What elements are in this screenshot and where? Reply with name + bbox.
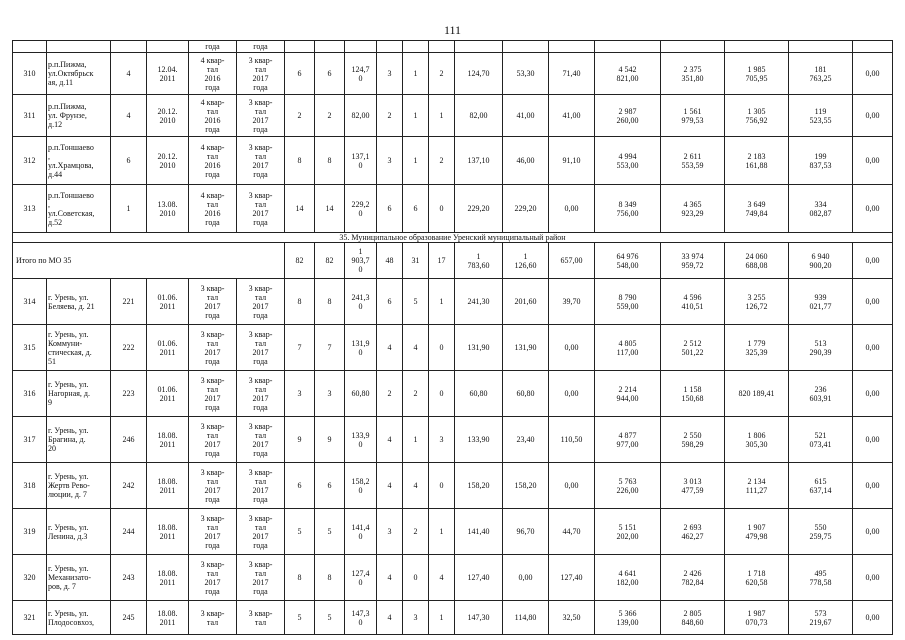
- area-total: 229,20: [455, 185, 503, 233]
- sum-b: 820 189,41: [725, 371, 789, 417]
- fragment-cell: [661, 41, 725, 53]
- balance: 0,00: [853, 95, 893, 137]
- area-y: 110,50: [549, 417, 595, 463]
- fragment-cell: [377, 41, 403, 53]
- count-a: 8: [285, 555, 315, 601]
- flats-y: 4: [429, 555, 455, 601]
- count-a: 2: [285, 95, 315, 137]
- area: 229,2 0: [345, 185, 377, 233]
- count-b: 5: [315, 601, 345, 635]
- flats-y: 1: [429, 279, 455, 325]
- sum-c: 199 837,53: [789, 137, 853, 185]
- flats-total: 2: [377, 95, 403, 137]
- period-start: 4 квар- тал 2016 года: [189, 95, 237, 137]
- count-a: 7: [285, 325, 315, 371]
- period-start: 3 квар- тал 2017 года: [189, 555, 237, 601]
- date: 18.08. 2011: [147, 601, 189, 635]
- area: 241,3 0: [345, 279, 377, 325]
- count-a: 14: [285, 185, 315, 233]
- area-x: 158,20: [503, 463, 549, 509]
- balance: 0,00: [853, 137, 893, 185]
- area-y: 32,50: [549, 601, 595, 635]
- count-b: 6: [315, 53, 345, 95]
- sum-total: 2 214 944,00: [595, 371, 661, 417]
- total-s4: 6 940 900,20: [789, 243, 853, 279]
- count-a: 8: [285, 279, 315, 325]
- building-code: 4: [111, 95, 147, 137]
- area-total: 141,40: [455, 509, 503, 555]
- flats-x: 3: [403, 601, 429, 635]
- address: г. Урень, ул. Ленина, д.3: [47, 509, 111, 555]
- flats-total: 4: [377, 417, 403, 463]
- fragment-cell: [549, 41, 595, 53]
- balance: 0,00: [853, 601, 893, 635]
- row-number: 310: [13, 53, 47, 95]
- area-x: 46,00: [503, 137, 549, 185]
- period-start: 3 квар- тал 2017 года: [189, 463, 237, 509]
- count-b: 3: [315, 371, 345, 417]
- flats-total: 4: [377, 463, 403, 509]
- period-end: 3 квар- тал 2017 года: [237, 95, 285, 137]
- flats-x: 0: [403, 555, 429, 601]
- sum-a: 1 158 150,68: [661, 371, 725, 417]
- area-total: 147,30: [455, 601, 503, 635]
- area-total: 124,70: [455, 53, 503, 95]
- sum-c: 573 219,67: [789, 601, 853, 635]
- sum-c: 550 259,75: [789, 509, 853, 555]
- area-x: 23,40: [503, 417, 549, 463]
- sum-b: 1 718 620,58: [725, 555, 789, 601]
- building-code: 223: [111, 371, 147, 417]
- total-label: Итого по МО 35: [13, 243, 285, 279]
- building-code: 243: [111, 555, 147, 601]
- table-row: [13, 555, 893, 601]
- building-code: 1: [111, 185, 147, 233]
- sum-total: 4 542 821,00: [595, 53, 661, 95]
- address: г. Урень, ул. Жертв Рево- люции, д. 7: [47, 463, 111, 509]
- fragment-cell: [47, 41, 111, 53]
- area-y: 0,00: [549, 185, 595, 233]
- sum-total: 2 987 260,00: [595, 95, 661, 137]
- period-start: 3 квар- тал 2017 года: [189, 325, 237, 371]
- period-end: 3 квар- тал 2017 года: [237, 279, 285, 325]
- count-b: 2: [315, 95, 345, 137]
- area: 124,7 0: [345, 53, 377, 95]
- table-row: [13, 137, 893, 185]
- row-number: 311: [13, 95, 47, 137]
- area-total: 241,30: [455, 279, 503, 325]
- flats-total: 3: [377, 53, 403, 95]
- period-end: 3 квар- тал 2017 года: [237, 371, 285, 417]
- flats-total: 4: [377, 555, 403, 601]
- sum-total: 5 763 226,00: [595, 463, 661, 509]
- sum-a: 4 596 410,51: [661, 279, 725, 325]
- building-code: 245: [111, 601, 147, 635]
- date: 01.06. 2011: [147, 279, 189, 325]
- table-row: [13, 371, 893, 417]
- address: г. Урень, ул. Брагина, д. 20: [47, 417, 111, 463]
- sum-b: 1 985 705,95: [725, 53, 789, 95]
- sum-b: 2 134 111,27: [725, 463, 789, 509]
- flats-x: 1: [403, 95, 429, 137]
- table-row: [13, 509, 893, 555]
- balance: 0,00: [853, 185, 893, 233]
- section-header-row: [13, 233, 893, 243]
- area-x: 96,70: [503, 509, 549, 555]
- fragment-cell: [345, 41, 377, 53]
- balance: 0,00: [853, 509, 893, 555]
- sum-b: 2 183 161,88: [725, 137, 789, 185]
- row-number: 315: [13, 325, 47, 371]
- fragment-cell: [595, 41, 661, 53]
- date: 18.08. 2011: [147, 509, 189, 555]
- count-b: 5: [315, 509, 345, 555]
- flats-y: 1: [429, 95, 455, 137]
- sum-b: 1 987 070,73: [725, 601, 789, 635]
- fragment-cell: [725, 41, 789, 53]
- count-a: 5: [285, 601, 315, 635]
- building-code: 6: [111, 137, 147, 185]
- date: 01.06. 2011: [147, 325, 189, 371]
- flats-x: 1: [403, 53, 429, 95]
- period-end: 3 квар- тал 2017 года: [237, 185, 285, 233]
- row-number: 321: [13, 601, 47, 635]
- fragment-cell: [853, 41, 893, 53]
- period-start: 4 квар- тал 2016 года: [189, 53, 237, 95]
- fragment-cell: [455, 41, 503, 53]
- table-row: [13, 95, 893, 137]
- area: 60,80: [345, 371, 377, 417]
- count-a: 6: [285, 463, 315, 509]
- fragment-cell: [13, 41, 47, 53]
- count-a: 9: [285, 417, 315, 463]
- sum-a: 1 561 979,53: [661, 95, 725, 137]
- row-number: 319: [13, 509, 47, 555]
- area-x: 53,30: [503, 53, 549, 95]
- sum-total: 5 366 139,00: [595, 601, 661, 635]
- period-end: 3 квар- тал 2017 года: [237, 53, 285, 95]
- total-a3: 657,00: [549, 243, 595, 279]
- flats-total: 4: [377, 325, 403, 371]
- count-b: 8: [315, 137, 345, 185]
- row-number: 316: [13, 371, 47, 417]
- balance: 0,00: [853, 417, 893, 463]
- table-row: [13, 417, 893, 463]
- table-row: [13, 279, 893, 325]
- flats-y: 2: [429, 137, 455, 185]
- total-s1: 64 976 548,00: [595, 243, 661, 279]
- area-y: 127,40: [549, 555, 595, 601]
- flats-y: 1: [429, 509, 455, 555]
- total-a2: 1 126,60: [503, 243, 549, 279]
- fragment-cell: года: [189, 41, 237, 53]
- sum-c: 521 073,41: [789, 417, 853, 463]
- total-row: [13, 243, 893, 279]
- total-c1: 82: [285, 243, 315, 279]
- fragment-cell: [315, 41, 345, 53]
- balance: 0,00: [853, 555, 893, 601]
- flats-y: 2: [429, 53, 455, 95]
- period-start: 4 квар- тал 2016 года: [189, 137, 237, 185]
- row-number: 318: [13, 463, 47, 509]
- sum-b: 3 649 749,84: [725, 185, 789, 233]
- sum-c: 495 778,58: [789, 555, 853, 601]
- flats-total: 3: [377, 509, 403, 555]
- total-s3: 24 060 688,08: [725, 243, 789, 279]
- sum-b: 3 255 126,72: [725, 279, 789, 325]
- count-b: 14: [315, 185, 345, 233]
- area-x: 114,80: [503, 601, 549, 635]
- flats-x: 2: [403, 509, 429, 555]
- sum-b: 1 305 756,92: [725, 95, 789, 137]
- total-c2: 82: [315, 243, 345, 279]
- sum-a: 2 805 848,60: [661, 601, 725, 635]
- total-a1: 1 783,60: [455, 243, 503, 279]
- balance: 0,00: [853, 463, 893, 509]
- date: 13.08. 2010: [147, 185, 189, 233]
- count-a: 8: [285, 137, 315, 185]
- row-number: 320: [13, 555, 47, 601]
- fragment-cell: [503, 41, 549, 53]
- fragment-cell: [111, 41, 147, 53]
- building-code: 221: [111, 279, 147, 325]
- sum-total: 5 151 202,00: [595, 509, 661, 555]
- fragment-cell: года: [237, 41, 285, 53]
- table-row: [13, 53, 893, 95]
- count-a: 3: [285, 371, 315, 417]
- area: 127,4 0: [345, 555, 377, 601]
- fragment-cell: [789, 41, 853, 53]
- flats-x: 1: [403, 137, 429, 185]
- flats-x: 6: [403, 185, 429, 233]
- sum-a: 2 426 782,84: [661, 555, 725, 601]
- sum-total: 4 641 182,00: [595, 555, 661, 601]
- table-row: [13, 463, 893, 509]
- area-x: 229,20: [503, 185, 549, 233]
- area-y: 91,10: [549, 137, 595, 185]
- count-b: 9: [315, 417, 345, 463]
- period-start: 3 квар- тал 2017 года: [189, 279, 237, 325]
- row-number: 314: [13, 279, 47, 325]
- area-y: 44,70: [549, 509, 595, 555]
- table-row-fragment: [13, 41, 893, 53]
- area-y: 0,00: [549, 463, 595, 509]
- table-row: [13, 325, 893, 371]
- flats-y: 3: [429, 417, 455, 463]
- sum-a: 2 611 553,59: [661, 137, 725, 185]
- flats-total: 6: [377, 279, 403, 325]
- flats-x: 1: [403, 417, 429, 463]
- sum-b: 1 779 325,39: [725, 325, 789, 371]
- count-a: 6: [285, 53, 315, 95]
- sum-total: 4 994 553,00: [595, 137, 661, 185]
- sum-c: 334 082,87: [789, 185, 853, 233]
- period-end: 3 квар- тал: [237, 601, 285, 635]
- area-x: 0,00: [503, 555, 549, 601]
- sum-c: 181 763,25: [789, 53, 853, 95]
- area: 133,9 0: [345, 417, 377, 463]
- total-f2: 31: [403, 243, 429, 279]
- date: 20.12. 2010: [147, 137, 189, 185]
- sum-a: 3 013 477,59: [661, 463, 725, 509]
- area-y: 0,00: [549, 371, 595, 417]
- flats-x: 4: [403, 325, 429, 371]
- count-b: 6: [315, 463, 345, 509]
- row-number: 317: [13, 417, 47, 463]
- address: г. Урень, ул. Коммуни- стическая, д. 51: [47, 325, 111, 371]
- sum-total: 4 805 117,00: [595, 325, 661, 371]
- address: г. Урень, ул. Механизато- ров, д. 7: [47, 555, 111, 601]
- date: 20.12. 2010: [147, 95, 189, 137]
- building-code: 244: [111, 509, 147, 555]
- area: 131,9 0: [345, 325, 377, 371]
- sum-c: 615 637,14: [789, 463, 853, 509]
- address: р.п.Пижма, ул. Фрунзе, д.12: [47, 95, 111, 137]
- total-z: 0,00: [853, 243, 893, 279]
- balance: 0,00: [853, 325, 893, 371]
- sum-a: 2 512 501,22: [661, 325, 725, 371]
- area: 147,3 0: [345, 601, 377, 635]
- area-y: 71,40: [549, 53, 595, 95]
- sum-b: 1 907 479,98: [725, 509, 789, 555]
- area-y: 39,70: [549, 279, 595, 325]
- date: 12.04. 2011: [147, 53, 189, 95]
- building-code: 4: [111, 53, 147, 95]
- row-number: 312: [13, 137, 47, 185]
- area: 141,4 0: [345, 509, 377, 555]
- count-b: 7: [315, 325, 345, 371]
- flats-y: 0: [429, 463, 455, 509]
- building-code: 246: [111, 417, 147, 463]
- area-x: 131,90: [503, 325, 549, 371]
- section-title: 35. Муниципальное образование Уренский муниципальный район: [13, 233, 893, 243]
- sum-c: 939 021,77: [789, 279, 853, 325]
- area-x: 60,80: [503, 371, 549, 417]
- sum-a: 2 693 462,27: [661, 509, 725, 555]
- period-start: 3 квар- тал 2017 года: [189, 371, 237, 417]
- sum-b: 1 806 305,30: [725, 417, 789, 463]
- flats-x: 4: [403, 463, 429, 509]
- sum-total: 8 790 559,00: [595, 279, 661, 325]
- flats-y: 0: [429, 185, 455, 233]
- balance: 0,00: [853, 371, 893, 417]
- balance: 0,00: [853, 53, 893, 95]
- row-number: 313: [13, 185, 47, 233]
- table-row: [13, 185, 893, 233]
- flats-total: 2: [377, 371, 403, 417]
- flats-total: 3: [377, 137, 403, 185]
- address: г. Урень, ул. Беляева, д. 21: [47, 279, 111, 325]
- area-total: 82,00: [455, 95, 503, 137]
- area: 158,2 0: [345, 463, 377, 509]
- sum-a: 2 375 351,80: [661, 53, 725, 95]
- area: 137,1 0: [345, 137, 377, 185]
- date: 18.08. 2011: [147, 555, 189, 601]
- address: г. Урень, ул. Нагорная, д. 9: [47, 371, 111, 417]
- area-total: 133,90: [455, 417, 503, 463]
- period-end: 3 квар- тал 2017 года: [237, 417, 285, 463]
- count-a: 5: [285, 509, 315, 555]
- area-total: 60,80: [455, 371, 503, 417]
- building-code: 222: [111, 325, 147, 371]
- sum-a: 4 365 923,29: [661, 185, 725, 233]
- total-f3: 17: [429, 243, 455, 279]
- address: г. Урень, ул. Плодосовхоз,: [47, 601, 111, 635]
- period-end: 3 квар- тал 2017 года: [237, 463, 285, 509]
- area-total: 127,40: [455, 555, 503, 601]
- fragment-cell: [285, 41, 315, 53]
- flats-x: 2: [403, 371, 429, 417]
- fragment-cell: [147, 41, 189, 53]
- housing-register-table: [12, 40, 893, 635]
- sum-total: 4 877 977,00: [595, 417, 661, 463]
- total-s2: 33 974 959,72: [661, 243, 725, 279]
- date: 18.08. 2011: [147, 417, 189, 463]
- area-total: 131,90: [455, 325, 503, 371]
- date: 01.06. 2011: [147, 371, 189, 417]
- sum-c: 236 603,91: [789, 371, 853, 417]
- sum-c: 513 290,39: [789, 325, 853, 371]
- total-area: 1 903,7 0: [345, 243, 377, 279]
- period-end: 3 квар- тал 2017 года: [237, 137, 285, 185]
- count-b: 8: [315, 555, 345, 601]
- flats-total: 4: [377, 601, 403, 635]
- flats-y: 1: [429, 601, 455, 635]
- period-start: 3 квар- тал 2017 года: [189, 509, 237, 555]
- area-x: 41,00: [503, 95, 549, 137]
- period-start: 3 квар- тал: [189, 601, 237, 635]
- balance: 0,00: [853, 279, 893, 325]
- building-code: 242: [111, 463, 147, 509]
- area-y: 0,00: [549, 325, 595, 371]
- period-end: 3 квар- тал 2017 года: [237, 325, 285, 371]
- fragment-cell: [403, 41, 429, 53]
- page-number: 111: [443, 23, 462, 37]
- sum-total: 8 349 756,00: [595, 185, 661, 233]
- area-x: 201,60: [503, 279, 549, 325]
- flats-total: 6: [377, 185, 403, 233]
- fragment-cell: [429, 41, 455, 53]
- count-b: 8: [315, 279, 345, 325]
- sum-a: 2 550 598,29: [661, 417, 725, 463]
- area-y: 41,00: [549, 95, 595, 137]
- period-start: 3 квар- тал 2017 года: [189, 417, 237, 463]
- period-end: 3 квар- тал 2017 года: [237, 509, 285, 555]
- table-row: [13, 601, 893, 635]
- flats-y: 0: [429, 325, 455, 371]
- area-total: 137,10: [455, 137, 503, 185]
- sum-c: 119 523,55: [789, 95, 853, 137]
- flats-x: 5: [403, 279, 429, 325]
- period-end: 3 квар- тал 2017 года: [237, 555, 285, 601]
- flats-y: 0: [429, 371, 455, 417]
- area-total: 158,20: [455, 463, 503, 509]
- date: 18.08. 2011: [147, 463, 189, 509]
- address: р.п.Тоншаево , ул.Советская, д.52: [47, 185, 111, 233]
- area: 82,00: [345, 95, 377, 137]
- total-f1: 48: [377, 243, 403, 279]
- period-start: 4 квар- тал 2016 года: [189, 185, 237, 233]
- address: р.п.Пижма, ул.Октябрьск ая, д.11: [47, 53, 111, 95]
- address: р.п.Тоншаево , ул.Храмцова, д.44: [47, 137, 111, 185]
